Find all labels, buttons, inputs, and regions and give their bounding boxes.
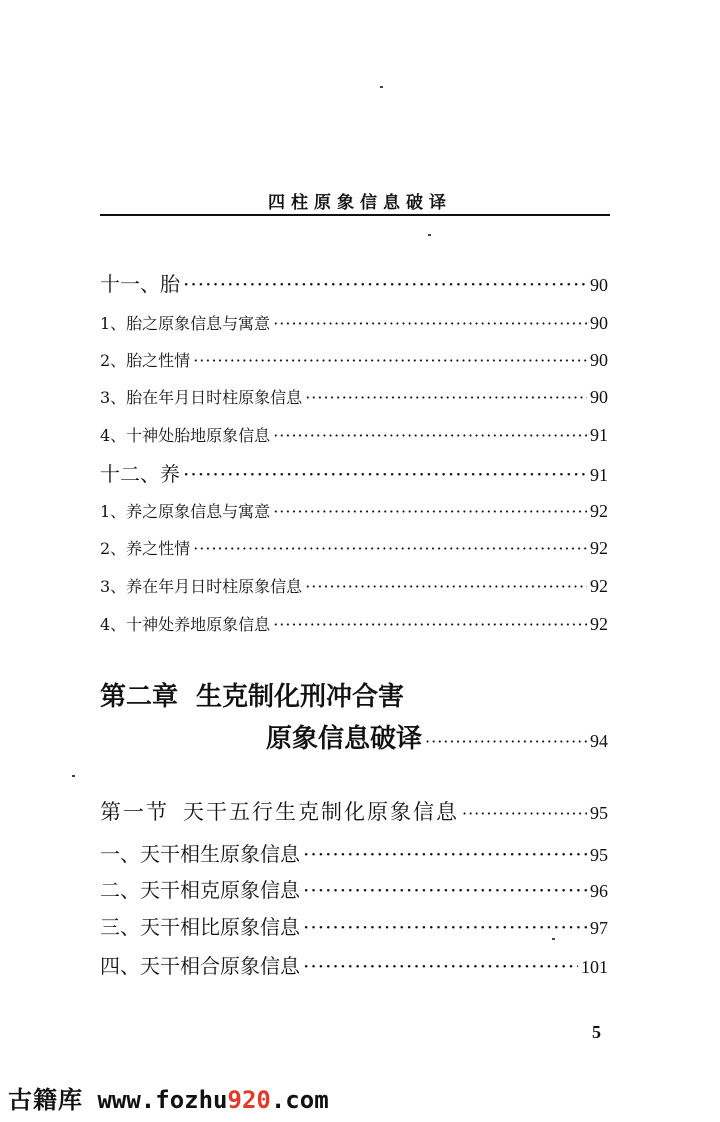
toc-entry[interactable] <box>100 536 608 559</box>
watermark-url-suffix: .com <box>270 1086 329 1114</box>
toc-label: 十一、胎 <box>100 272 180 296</box>
chapter-number: 第二章 <box>100 682 179 712</box>
toc-label: 1、养之原象信息与寓意 <box>100 502 271 521</box>
dot-leader <box>273 615 587 634</box>
toc-label: 4、十神处胎地原象信息 <box>100 426 271 445</box>
toc-section-heading[interactable] <box>100 796 608 826</box>
toc-entry[interactable] <box>100 423 608 446</box>
toc-page: 94 <box>590 731 608 751</box>
toc-page: 91 <box>590 465 608 485</box>
toc-label: 十二、养 <box>100 462 180 486</box>
toc-entry[interactable] <box>100 911 608 940</box>
toc-entry[interactable] <box>100 574 608 597</box>
toc-page: 101 <box>581 957 608 977</box>
toc-page: 91 <box>590 425 608 445</box>
dot-leader <box>273 426 587 445</box>
watermark-url-prefix: www.fozhu <box>97 1086 228 1114</box>
toc-label: 三、天干相比原象信息 <box>100 915 300 939</box>
dot-leader <box>273 314 587 333</box>
dot-leader <box>425 732 587 751</box>
toc-label: 1、胎之原象信息与寓意 <box>100 314 271 333</box>
scan-speck <box>428 234 431 236</box>
dot-leader <box>305 577 587 596</box>
dot-leader <box>183 462 587 486</box>
dot-leader <box>193 539 587 558</box>
chapter-heading[interactable] <box>100 676 404 713</box>
dot-leader <box>303 842 587 866</box>
toc-page: 92 <box>590 538 608 558</box>
section-number: 第一节 <box>100 800 169 824</box>
toc-label <box>100 796 459 826</box>
page-number: 5 <box>592 1022 601 1042</box>
watermark-cn: 古籍库 <box>8 1086 83 1114</box>
section-title: 天干五行生克制化原象信息 <box>183 800 459 824</box>
toc-page: 95 <box>590 845 608 865</box>
toc-page: 97 <box>590 918 608 938</box>
chapter-title-line2: 原象信息破译 <box>266 724 423 754</box>
toc-section-11[interactable] <box>100 268 608 297</box>
chapter-title-row[interactable] <box>266 718 608 755</box>
toc-entry[interactable] <box>100 838 608 867</box>
toc-page: 92 <box>590 614 608 634</box>
toc-entry[interactable] <box>100 874 608 903</box>
toc-page: 92 <box>590 576 608 596</box>
dot-leader <box>303 878 587 902</box>
watermark-url-digits: 920 <box>227 1086 271 1114</box>
toc-page: 95 <box>590 803 608 823</box>
toc-page: 92 <box>590 501 608 521</box>
toc-section-12[interactable] <box>100 458 608 487</box>
toc-entry[interactable] <box>100 612 608 635</box>
dot-leader <box>305 388 587 407</box>
chapter-title-line1: 生克制化刑冲合害 <box>196 682 405 712</box>
scan-speck <box>552 938 555 940</box>
toc-entry[interactable] <box>100 950 608 979</box>
scan-speck <box>72 775 75 777</box>
header-rule <box>100 214 610 216</box>
toc-label: 3、养在年月日时柱原象信息 <box>100 577 303 596</box>
scan-speck <box>380 86 383 88</box>
dot-leader <box>183 272 587 296</box>
dot-leader <box>462 804 587 823</box>
toc-page: 90 <box>590 313 608 333</box>
dot-leader <box>273 502 587 521</box>
toc-entry[interactable] <box>100 499 608 522</box>
toc-entry[interactable] <box>100 348 608 371</box>
dot-leader <box>193 351 587 370</box>
dot-leader <box>303 954 578 978</box>
site-watermark <box>8 1080 329 1115</box>
toc-page: 90 <box>590 387 608 407</box>
toc-page: 90 <box>590 275 608 295</box>
running-header: 四柱原象信息破译 <box>268 193 452 213</box>
toc-entry[interactable] <box>100 311 608 334</box>
toc-entry[interactable] <box>100 385 608 408</box>
toc-label: 4、十神处养地原象信息 <box>100 615 271 634</box>
toc-page: 90 <box>590 350 608 370</box>
toc-label: 2、养之性情 <box>100 539 191 558</box>
toc-page: 96 <box>590 881 608 901</box>
toc-label: 3、胎在年月日时柱原象信息 <box>100 388 303 407</box>
toc-label: 四、天干相合原象信息 <box>100 954 300 978</box>
toc-label: 二、天干相克原象信息 <box>100 878 300 902</box>
toc-label: 一、天干相生原象信息 <box>100 842 300 866</box>
toc-label: 2、胎之性情 <box>100 351 191 370</box>
dot-leader <box>303 915 587 939</box>
